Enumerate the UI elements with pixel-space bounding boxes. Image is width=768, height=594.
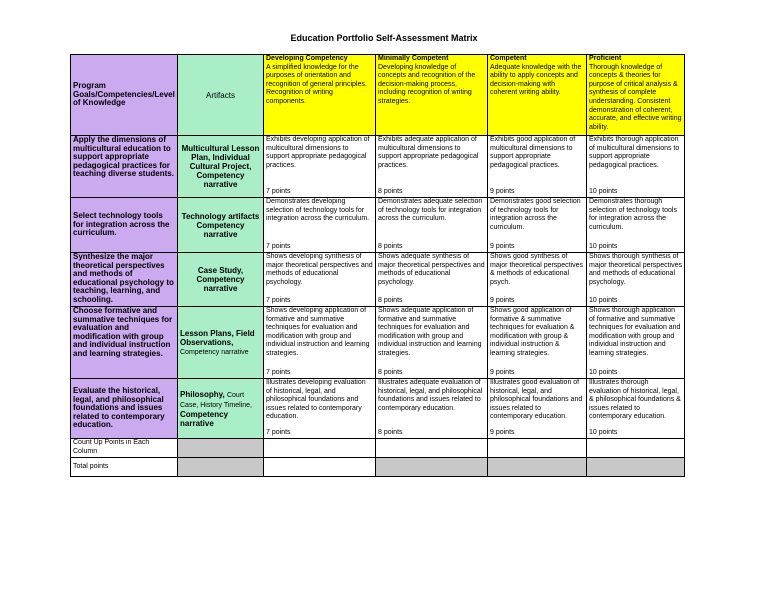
artifact-bold: Lesson Plans, Field Observations, bbox=[180, 328, 255, 347]
rating-points: 8 points bbox=[378, 297, 403, 305]
rating-points: 7 points bbox=[266, 243, 291, 251]
rating-desc: Shows good application of formative & summative techniques for evaluation & modification with group & individual instruction & learning strategies. bbox=[490, 307, 575, 357]
rating-points: 7 points bbox=[266, 188, 291, 196]
table-row bbox=[71, 307, 685, 379]
level-header-minimal bbox=[376, 55, 488, 136]
sum-cell[interactable] bbox=[488, 439, 587, 458]
level-desc: Developing knowledge of concepts and recognition of the decision-making process, including recognition of writing strategies. bbox=[378, 63, 476, 105]
rating-points: 10 points bbox=[589, 297, 618, 305]
level-header-proficient bbox=[587, 55, 685, 136]
artifact-cell bbox=[178, 307, 264, 379]
rating-cell bbox=[587, 253, 685, 307]
sum-cell[interactable] bbox=[587, 439, 685, 458]
rating-desc: Demonstrates thorough selection of technology tools for integration across the curriculum. bbox=[589, 198, 677, 231]
assessment-matrix bbox=[70, 54, 685, 477]
artifact-plain: Competency narrative bbox=[180, 348, 249, 356]
rating-cell bbox=[587, 379, 685, 439]
rating-desc: Shows thorough application of formative and summative techniques for evaluation and modification with group and individual instruction and learning strategies. bbox=[589, 307, 681, 357]
empty-cell bbox=[376, 458, 488, 477]
artifact-cell bbox=[178, 253, 264, 307]
table-row bbox=[71, 198, 685, 253]
artifact-bold: Case Study, Competency narrative bbox=[196, 266, 245, 293]
count-label: Count Up Points in Each Column bbox=[71, 439, 178, 458]
rating-points: 9 points bbox=[490, 297, 515, 305]
level-name: Minimally Competent bbox=[378, 55, 449, 62]
rating-cell bbox=[587, 307, 685, 379]
rating-cell bbox=[376, 198, 488, 253]
artifact-bold: Multicultural Lesson Plan, Individual Cultural Project, Competency narrative bbox=[181, 144, 260, 189]
total-cell[interactable] bbox=[264, 458, 376, 477]
artifact-bold: Philosophy, bbox=[180, 389, 225, 399]
rating-cell bbox=[488, 198, 587, 253]
rating-cell bbox=[264, 198, 376, 253]
rating-desc: Shows adequate application of formative and summative techniques for evaluation and modification with group and individual instruction and learning strategies. bbox=[378, 307, 482, 357]
count-row bbox=[71, 439, 685, 458]
empty-cell bbox=[178, 458, 264, 477]
rating-desc: Demonstrates adequate selection of technology tools for integration across the curriculum. bbox=[378, 198, 483, 223]
empty-cell bbox=[587, 458, 685, 477]
artifacts-header-label: Artifacts bbox=[206, 90, 235, 100]
rating-desc: Shows developing application of formative and summative techniques for evaluation and modification with group and individual instruction and learning strategies. bbox=[266, 307, 370, 357]
goal-cell: Evaluate the historical, legal, and philosophical foundations and issues related to contemporary education. bbox=[71, 379, 178, 439]
rating-desc: Illustrates thorough evaluation of historical, legal, & philosophical foundations & issues related to contemporary education. bbox=[589, 379, 681, 421]
level-header-competent bbox=[488, 55, 587, 136]
artifact-cell bbox=[178, 198, 264, 253]
rating-desc: Shows good synthesis of major theoretical perspectives & methods of educational psych. bbox=[490, 253, 583, 286]
rating-cell bbox=[587, 136, 685, 198]
rating-points: 9 points bbox=[490, 429, 515, 437]
goals-header: Program Goals/Competencies/Level of Knowledge bbox=[71, 55, 178, 136]
total-row bbox=[71, 458, 685, 477]
header-row bbox=[71, 55, 685, 136]
rating-cell bbox=[587, 198, 685, 253]
table-row bbox=[71, 379, 685, 439]
rating-points: 10 points bbox=[589, 243, 618, 251]
sum-cell[interactable] bbox=[264, 439, 376, 458]
rating-points: 9 points bbox=[490, 369, 515, 377]
goal-cell: Apply the dimensions of multicultural education to support appropriate pedagogical practices for teaching diverse students. bbox=[71, 136, 178, 198]
goal-cell: Select technology tools for integration across the curriculum. bbox=[71, 198, 178, 253]
rating-cell bbox=[264, 136, 376, 198]
rating-desc: Exhibits good application of multicultural dimensions to support appropriate pedagogical practices. bbox=[490, 136, 576, 169]
level-desc: A simplified knowledge for the purposes of orientation and recognition of general principles. Recognition of writing components. bbox=[266, 63, 367, 105]
empty-cell bbox=[488, 458, 587, 477]
rating-points: 8 points bbox=[378, 429, 403, 437]
artifact-cell bbox=[178, 136, 264, 198]
rating-cell bbox=[376, 136, 488, 198]
table-row bbox=[71, 136, 685, 198]
rating-points: 7 points bbox=[266, 429, 291, 437]
rating-points: 7 points bbox=[266, 369, 291, 377]
rating-desc: Exhibits thorough application of multicultural dimensions to support appropriate pedagogical practices. bbox=[589, 136, 680, 169]
level-header-developing bbox=[264, 55, 376, 136]
rating-cell bbox=[376, 307, 488, 379]
goal-cell: Synthesize the major theoretical perspectives and methods of educational psychology to teaching, learning, and schooling. bbox=[71, 253, 178, 307]
rating-desc: Shows adequate synthesis of major theoretical perspectives and methods of educational psychology. bbox=[378, 253, 485, 286]
empty-cell bbox=[178, 439, 264, 458]
rating-desc: Exhibits developing application of multicultural dimensions to support appropriate pedagogical practices. bbox=[266, 136, 370, 169]
level-name: Developing Competency bbox=[266, 55, 348, 62]
rating-desc: Shows developing synthesis of major theoretical perspectives and methods of educational psychology. bbox=[266, 253, 373, 286]
rating-cell bbox=[264, 307, 376, 379]
level-name: Proficient bbox=[589, 55, 622, 62]
rating-cell bbox=[488, 136, 587, 198]
total-label: Total points bbox=[71, 458, 178, 477]
rating-cell bbox=[376, 379, 488, 439]
rating-points: 8 points bbox=[378, 188, 403, 196]
sum-cell[interactable] bbox=[376, 439, 488, 458]
rating-points: 10 points bbox=[589, 188, 618, 196]
rating-cell bbox=[376, 253, 488, 307]
rating-cell bbox=[488, 307, 587, 379]
rating-desc: Illustrates adequate evaluation of historical, legal, and philosophical foundations and issues related to contemporary education. bbox=[378, 379, 483, 412]
level-desc: Adequate knowledge with the ability to apply concepts and decision-making with coherent writing ability. bbox=[490, 63, 582, 97]
rating-points: 7 points bbox=[266, 297, 291, 305]
artifact-cell bbox=[178, 379, 264, 439]
rating-desc: Illustrates developing evaluation of historical, legal, and philosophical foundations and issues related to contemporary education. bbox=[266, 379, 366, 421]
goal-cell: Choose formative and summative techniques for evaluation and modification with group and individual instruction and learning strategies. bbox=[71, 307, 178, 379]
rating-cell bbox=[488, 253, 587, 307]
rating-points: 9 points bbox=[490, 243, 515, 251]
level-desc: Thorough knowledge of concepts & theories for purpose of critical analysis & synthesis of complete understanding. Consistent demonstration of coherent, accurate, and effective writing ability. bbox=[589, 63, 682, 131]
rating-cell bbox=[264, 379, 376, 439]
artifacts-header bbox=[178, 55, 264, 136]
rating-desc: Demonstrates developing selection of technology tools for integration across the curriculum. bbox=[266, 198, 370, 223]
rating-points: 8 points bbox=[378, 369, 403, 377]
rating-desc: Shows thorough synthesis of major theoretical perspectives and methods of educational psychology. bbox=[589, 253, 682, 286]
table-row bbox=[71, 253, 685, 307]
rating-desc: Exhibits adequate application of multicultural dimensions to support appropriate pedagogical practices. bbox=[378, 136, 479, 169]
rating-points: 10 points bbox=[589, 369, 618, 377]
rating-desc: Illustrates good evaluation of historical, legal, and philosophical foundations and issues related to contemporary education. bbox=[490, 379, 583, 421]
rating-points: 10 points bbox=[589, 429, 618, 437]
rating-cell bbox=[264, 253, 376, 307]
artifact-bold-2: Competency narrative bbox=[180, 409, 229, 428]
page-title: Education Portfolio Self-Assessment Matrix bbox=[290, 33, 478, 43]
rating-points: 8 points bbox=[378, 243, 403, 251]
artifact-bold: Technology artifacts Competency narrative bbox=[181, 211, 260, 239]
rating-points: 9 points bbox=[490, 188, 515, 196]
rating-cell bbox=[488, 379, 587, 439]
level-name: Competent bbox=[490, 55, 527, 62]
artifact-plain: Court Case, History Timeline, bbox=[180, 391, 252, 409]
rating-desc: Demonstrates good selection of technology tools for integration across the curriculum. bbox=[490, 198, 581, 231]
